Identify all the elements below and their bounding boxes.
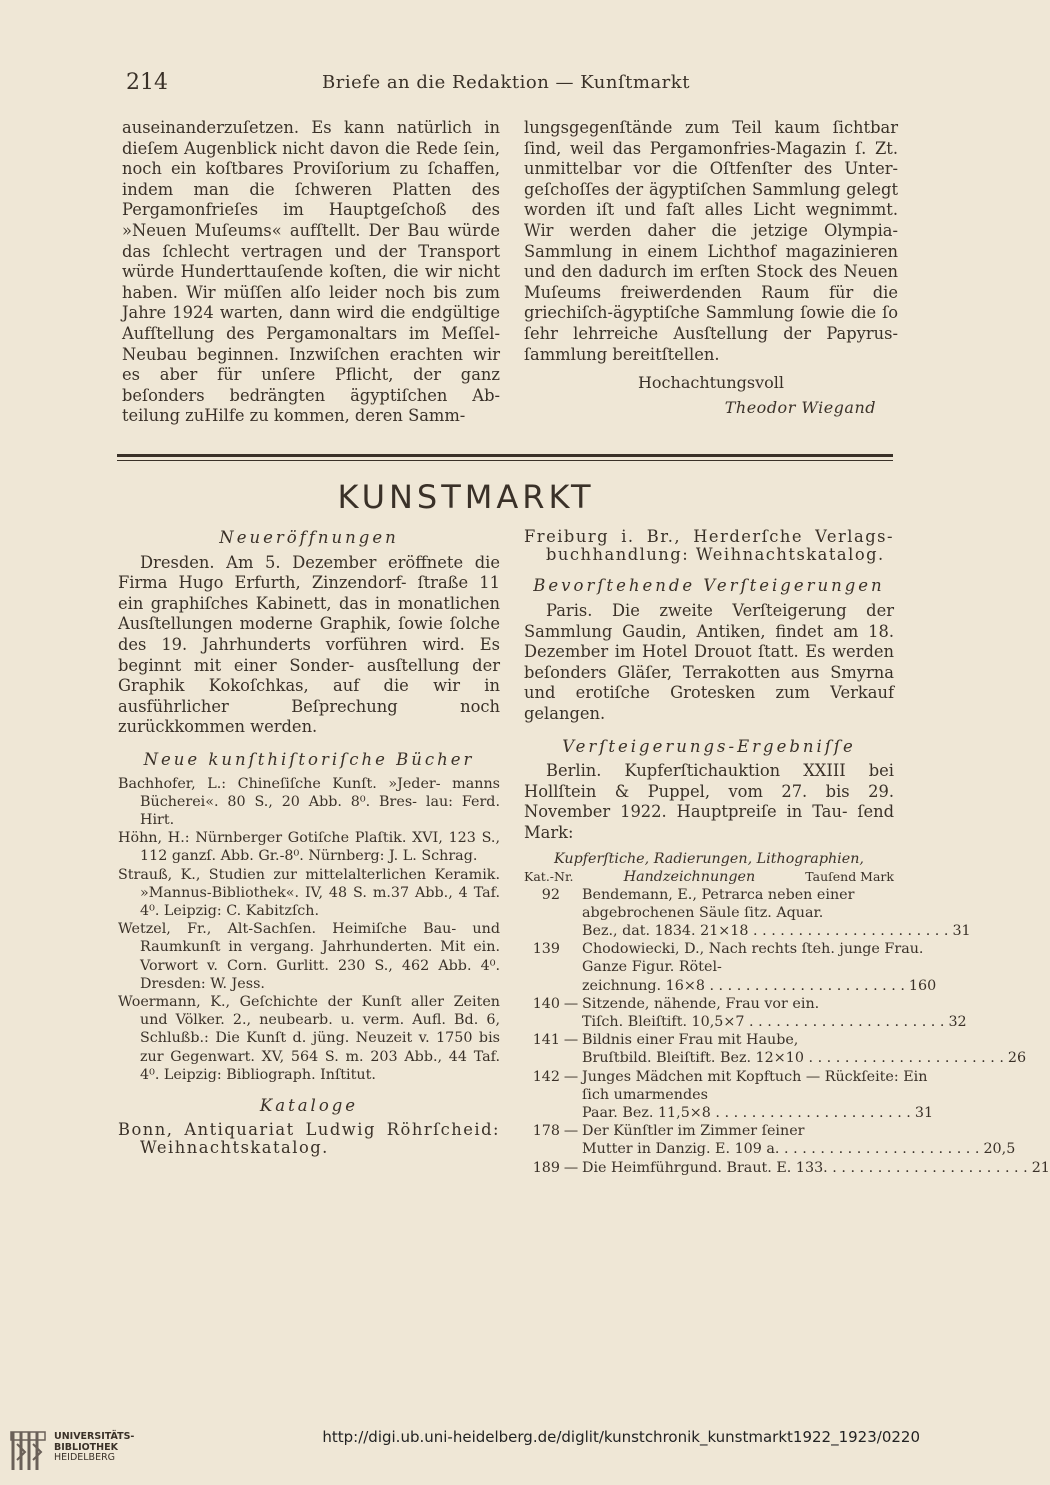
lot-description <box>582 995 967 1031</box>
heading-neueroeffnungen: Neueröffnungen <box>219 528 399 547</box>
logo-line-1: UNIVERSITÄTS- <box>54 1431 135 1442</box>
auction-subheading: Kupferſtiche, Radierungen, Lithographien, <box>554 850 864 867</box>
letter-right-column <box>524 118 898 418</box>
lot-price: 160 <box>908 977 937 994</box>
lot-last-line <box>582 922 971 940</box>
lot-last-line <box>582 1104 933 1122</box>
lot-text: Der Künſtler im Zimmer ſeiner <box>582 1123 805 1140</box>
lot-last-text-value: Bruſtbild. Bleiſtift. Bez. 12×10 <box>582 1050 804 1067</box>
lot-price: 32 <box>948 1013 967 1030</box>
kunstmarkt-right-column <box>524 527 1050 1177</box>
kunstmarkt-left-column <box>118 528 500 1157</box>
footer <box>0 1412 932 1485</box>
lot-number: 142 <box>532 1068 560 1085</box>
source-url[interactable]: http://digi.ub.uni-heidelberg.de/diglit/kunstchronik_kunstmarkt1922_1923/0220 <box>322 1428 920 1446</box>
auction-lot <box>524 886 971 941</box>
letter-left-text: auseinanderzuſetzen. Es kann natürlich in dieſem Augenblick nicht davon die Rede ſein, noch ein koſtbares Proviſorium zu ſchaffen, indem man die ſchweren Platten des Pergamonfrieſes im Hauptgeſchoß des »Neuen Muſeums« aufſtellt. Der Bau würde das ſchlecht vertragen und der Transport würde Hunderttauſende koſten, die wir nicht haben. Wir müſſen alſo leider noch bis zum Jahre 1924 warten, dann wird die endgültige Aufſtellung des Pergamonaltars im Meſſel-Neubau beginnen. Inzwiſchen erachten wir es aber für unſere Pflicht, der ganz beſonders bedrängten ägyptiſchen Ab- teilung zuHilfe zu kommen, deren Samm- <box>122 118 500 426</box>
lot-last-text: Mutter in Danzig. E. 109 a. . . . . . . . . . . . . . . . . . . . . . . <box>582 1141 980 1158</box>
section-title: KUNSTMARKT <box>337 478 595 516</box>
auction-lot <box>524 1159 1050 1177</box>
book-entry: Höhn, H.: Nürnberger Gotiſche Plaſtik. XVI, 123 S., 112 ganzſ. Abb. Gr.-8⁰. Nürnberg: J. L. Schrag. <box>118 830 500 865</box>
lot-text: Junges Mädchen mit Kopftuch — Rückſeite: Ein ſich umarmendes <box>582 1068 928 1103</box>
lot-text: Bildnis einer Frau mit Haube, <box>582 1032 799 1049</box>
heading-bevorstehende: Bevorſtehende Verſteigerungen <box>533 576 885 596</box>
book-entry: Strauß, K., Studien zur mittelalterlichen Keramik. »Mannus-Bibliothek«. IV, 48 S. m.37 Abb., 4 Taf. 4⁰. Leipzig: C. Kabitzſch. <box>118 866 500 919</box>
lot-last-line <box>582 1159 1050 1177</box>
lot-last-text-value: Die Heimführgund. Braut. E. 133. <box>582 1159 828 1176</box>
lot-text: Chodowiecki, D., Nach rechts ſteh. junge Frau. Ganze Figur. Rötel- <box>582 941 924 976</box>
auction-lot <box>524 1031 1027 1067</box>
library-logo-icon <box>9 1430 49 1472</box>
lot-last-text: Bruſtbild. Bleiſtift. Bez. 12×10 . . . . . . . . . . . . . . . . . . . . . . <box>582 1050 1004 1067</box>
lot-last-line <box>582 1140 1015 1158</box>
logo-line-2: BIBLIOTHEK <box>54 1441 118 1453</box>
lot-last-text: Tiſch. Bleiſtift. 10,5×7 . . . . . . . . . . . . . . . . . . . . . . <box>582 1013 945 1030</box>
lot-dash: — <box>563 995 579 1012</box>
auction-table-header <box>524 868 894 886</box>
letter-left-column <box>122 118 500 427</box>
book-entry: Wetzel, Fr., Alt-Sachſen. Heimiſche Bau- und Raumkunſt in vergang. Jahrhunderten. Mit ein. Vorwort v. Corn. Gurlitt. 230 S., 462 Abb. 4⁰. Dresden: W. Jess. <box>118 921 500 992</box>
lot-dash: — <box>563 1159 579 1176</box>
lot-description <box>582 1122 1015 1158</box>
lot-text: Sitzende, nähende, Frau vor ein. <box>582 995 820 1012</box>
lot-last-text-value: zeichnung. 16×8 <box>582 977 705 994</box>
lot-last-text: Die Heimführgund. Braut. E. 133. . . . . . . . . . . . . . . . . . . . . . . <box>582 1159 1028 1176</box>
auction-lot <box>524 995 967 1031</box>
lot-last-text: zeichnung. 16×8 . . . . . . . . . . . . . . . . . . . . . . <box>582 977 905 994</box>
lot-last-text: Bez., dat. 1834. 21×18 . . . . . . . . . . . . . . . . . . . . . . <box>582 922 949 939</box>
col-category: Handzeichnungen <box>623 868 756 885</box>
auction-lot <box>524 940 937 995</box>
lot-price: 20,5 <box>983 1141 1016 1158</box>
lot-description <box>582 1031 1026 1067</box>
heading-kataloge: Kataloge <box>259 1095 359 1115</box>
lot-description <box>582 940 936 995</box>
lot-text: Bendemann, E., Petrarca neben einer abgebrochenen Säule ſitz. Aquar. <box>582 886 855 921</box>
lot-price: 31 <box>952 922 971 939</box>
katalog-entry: Bonn, Antiquariat Ludwig Röhrſcheid: Weihnachtskatalog. <box>118 1119 500 1157</box>
library-name <box>54 1432 134 1464</box>
logo-line-3: HEIDELBERG <box>54 1452 116 1463</box>
lot-last-line <box>582 1013 967 1031</box>
lot-description <box>582 1068 933 1123</box>
auction-lot <box>524 1068 934 1123</box>
paris-text: Paris. Die zweite Verſteigerung der Sammlung Gaudin, Antiken, findet am 18. Dezember im Hotel Drouot ſtatt. Es werden beſonders Gläſer, Terrakotten aus Smyrna und erotiſche Grotesken zum Verkauf gelangen. <box>524 601 894 723</box>
lot-number: 140 <box>532 995 560 1012</box>
lot-description <box>582 886 971 941</box>
lot-number: 139 <box>532 941 560 958</box>
running-head: Briefe an die Redaktion — Kunſtmarkt <box>322 72 690 93</box>
freiburg-entry: Freiburg i. Br., Herderſche Verlags- buchhandlung: Weihnachtskatalog. <box>524 527 894 565</box>
lot-last-text: Paar. Bez. 11,5×8 . . . . . . . . . . . . . . . . . . . . . . <box>582 1104 911 1121</box>
berlin-text: Berlin. Kupferſtichauktion XXIII bei Hollſtein & Puppel, vom 27. bis 29. November 1922. Hauptpreiſe in Tau- ſend Mark: <box>524 761 894 842</box>
lot-last-line <box>582 977 936 995</box>
lot-last-text-value: Mutter in Danzig. E. 109 a. <box>582 1141 780 1158</box>
lot-last-line <box>582 1049 1026 1067</box>
lot-description <box>582 1159 1050 1177</box>
book-entry: Woermann, K., Geſchichte der Kunſt aller Zeiten und Völker. 2., neubearb. u. verm. Aufl. Bd. 6, Schlußb.: Die Kunſt d. jüng. Neuzeit v. 1750 bis zur Gegenwart. XV, 564 S. m. 203 Abb., 44 Taf. 4⁰. Leipzig: Bibliograph. Inſtitut. <box>118 993 500 1083</box>
heading-neue-buecher: Neue kunſthiſtoriſche Bücher <box>143 749 475 769</box>
lot-number: 141 <box>532 1032 560 1049</box>
letter-signature: Theodor Wiegand <box>724 397 876 417</box>
auction-lot <box>524 1122 1016 1158</box>
auction-lots <box>524 886 1050 1177</box>
lot-dash: — <box>563 1068 579 1085</box>
neueroeffnungen-text: Dresden. Am 5. Dezember eröffnete die Firma Hugo Erfurth, Zinzendorf- ſtraße 11 ein graphiſches Kabinett, das in monatlichen Ausſtellungen moderne Graphik, ſowie ſolche des 19. Jahrhunderts vorführen wird. Es beginnt mit einer Sonder- ausſtellung der Graphik Kokoſchkas, auf die wir in ausführlicher Beſprechung noch zurückkommen werden. <box>118 552 500 737</box>
letter-closing: Hochachtungsvoll <box>637 373 785 393</box>
lot-dash <box>560 940 582 995</box>
lot-number: 92 <box>541 886 560 903</box>
divider-thick <box>117 454 893 457</box>
letter-right-text: lungsgegenſtände zum Teil kaum ſichtbar ſind, weil das Pergamonfries-Magazin ſ. Zt. unmittelbar vor die Oſtfenſter des Unter- geſchoſſes der ägyptiſchen Sammlung gelegt worden iſt und faſt alles Licht wegnimmt. Wir werden daher die jetzige Olympia- Sammlung in einem Lichthof magazinieren und den dadurch im erſten Stock des Neuen Muſeums freiwerdenden Raum für die griechiſch-ägyptiſche Sammlung ſowie die ſo ſehr lehrreiche Ausſtellung der Papyrus- ſammlung bereitſtellen. <box>524 118 898 364</box>
lot-number: 189 <box>532 1159 560 1176</box>
lot-dash <box>560 886 582 941</box>
lot-last-text-value: Bez., dat. 1834. 21×18 <box>582 922 749 939</box>
col-price: Tauſend Mark <box>805 868 894 884</box>
page-header <box>118 70 894 100</box>
lot-number: 178 <box>532 1123 560 1140</box>
page-number: 214 <box>126 70 168 95</box>
lot-price: 31 <box>914 1104 934 1121</box>
col-katnr: Kat.-Nr. <box>524 868 574 884</box>
lot-dash: — <box>563 1032 579 1049</box>
lot-price: 26 <box>1007 1050 1027 1067</box>
lot-last-text-value: Tiſch. Bleiſtift. 10,5×7 <box>582 1013 745 1030</box>
lot-last-text-value: Paar. Bez. 11,5×8 <box>582 1104 711 1121</box>
heading-ergebnisse: Verſteigerungs-Ergebniſſe <box>562 736 856 756</box>
book-entry: Bachhofer, L.: Chineſiſche Kunſt. »Jeder- manns Bücherei«. 80 S., 20 Abb. 8⁰. Bres- lau: Ferd. Hirt. <box>118 775 500 828</box>
lot-price: 21 <box>1031 1159 1050 1176</box>
lot-dash: — <box>563 1123 579 1140</box>
divider-thin <box>117 460 893 461</box>
